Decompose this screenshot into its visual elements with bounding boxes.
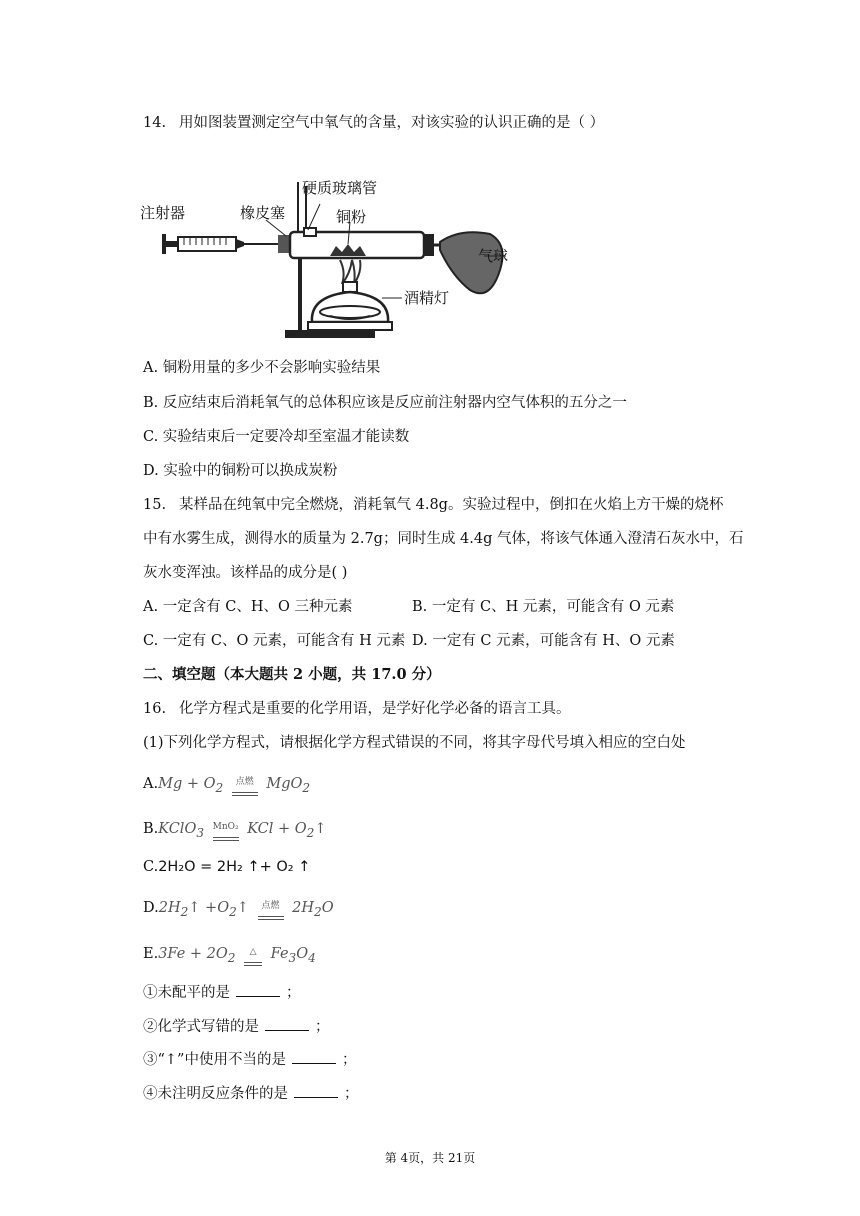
eq-b-rhs-sub: 2 xyxy=(306,825,315,840)
section-heading: 二、填空题（本大题共 2 小题，共 17.0 分） xyxy=(143,666,441,683)
fill-item-1-prefix: ①未配平的是 xyxy=(143,985,230,1001)
eq-d-rhs-sub: 2 xyxy=(314,904,322,919)
eq-a-label: A. xyxy=(143,776,159,792)
eq-e-rhs2: O xyxy=(296,946,309,962)
fill-blank-3[interactable] xyxy=(292,1049,336,1064)
fill-blank-4[interactable] xyxy=(294,1083,338,1098)
eq-e-rhs-sub: 3 xyxy=(288,950,297,965)
label-tube: 硬质玻璃管 xyxy=(302,179,378,197)
eq-b-rhs: KCl + O xyxy=(247,821,307,837)
q15-text-1: 某样品在纯氧中完全燃烧，消耗氧气 4.8g。实验过程中，倒扣在火焰上方干燥的烧杯 xyxy=(179,497,724,513)
q14-option-c: C. 实验结束后一定要冷却至室温才能读数 xyxy=(143,429,410,445)
fill-item-4-prefix: ④未注明反应条件的是 xyxy=(143,1086,288,1102)
eq-b-label: B. xyxy=(143,821,159,837)
eq-e-label: E. xyxy=(143,946,159,962)
fill-item-3-prefix: ③“↑”中使用不当的是 xyxy=(143,1052,286,1068)
fill-item-3-suffix: ； xyxy=(341,1052,357,1068)
eq-a-lhs-sub: 2 xyxy=(215,780,224,795)
q15-text-2: 中有水雾生成，测得水的质量为 2.7g；同时生成 4.4g 气体，将该气体通入澄清石灰水中，石 xyxy=(143,531,744,547)
fill-item-2 xyxy=(143,1016,330,1037)
eq-d-lhs-sub: 2 xyxy=(180,904,189,919)
equation-d xyxy=(143,896,334,922)
equation-e xyxy=(143,942,316,968)
fill-item-3 xyxy=(143,1049,356,1070)
fill-blank-1[interactable] xyxy=(236,982,280,997)
equation-a xyxy=(143,772,310,798)
fill-item-4 xyxy=(143,1083,359,1104)
syringe-drawing xyxy=(162,234,290,254)
q14-number: 14. xyxy=(143,115,167,131)
eq-a-rhs: MgO xyxy=(266,776,303,792)
eq-c-label: C. xyxy=(143,859,159,875)
eq-d-lhs2-sub: 2 xyxy=(229,904,237,919)
fill-item-1-suffix: ； xyxy=(286,985,301,1001)
q16-sub1: (1)下列化学方程式，请根据化学方程式错误的不同，将其字母代号填入相应的空白处 xyxy=(143,735,686,751)
eq-e-rhs2-sub: 4 xyxy=(308,950,316,965)
eq-d-label: D. xyxy=(143,900,159,916)
q14-stem-line xyxy=(143,113,604,133)
q15-option-b: B. 一定有 C、H 元素，可能含有 O 元素 xyxy=(412,599,675,615)
q14-apparatus-figure xyxy=(140,172,520,347)
eq-a-rhs-sub: 2 xyxy=(302,780,311,795)
flame xyxy=(340,260,360,284)
eq-b-lhs-sub: 3 xyxy=(196,825,205,840)
q14-stem: 用如图装置测定空气中氧气的含量，对该实验的认识正确的是（ ） xyxy=(179,115,605,131)
label-syringe: 注射器 xyxy=(140,204,186,222)
lamp-wick xyxy=(343,282,357,292)
eq-e-lhs-sub: 2 xyxy=(227,950,236,965)
q15-option-a: A. 一定含有 C、H、O 三种元素 xyxy=(143,599,353,615)
eq-e-rhs: Fe xyxy=(270,946,289,962)
eq-e-condition: △ xyxy=(249,947,257,957)
label-lamp: 酒精灯 xyxy=(404,289,450,307)
q14-option-d: D. 实验中的铜粉可以换成炭粉 xyxy=(143,463,338,479)
q16-stem-line xyxy=(143,699,571,719)
fill-item-2-prefix: ②化学式写错的是 xyxy=(143,1019,259,1035)
eq-d-lhs: 2H xyxy=(158,900,181,916)
eq-a-condition: 点燃 xyxy=(235,777,254,787)
eq-d-condition: 点燃 xyxy=(261,901,280,911)
q15-option-c: C. 一定有 C、O 元素，可能含有 H 元素 xyxy=(143,633,406,649)
equation-b xyxy=(143,817,327,843)
equation-c xyxy=(143,857,310,877)
eq-b-lhs: KClO xyxy=(158,821,197,837)
q15-option-d: D. 一定有 C 元素，可能含有 H、O 元素 xyxy=(412,633,675,649)
q16-number: 16. xyxy=(143,701,167,717)
eq-b-arrow: ↑ xyxy=(314,821,327,837)
q15-stem-line-1 xyxy=(143,495,723,515)
q15-text-3: 灰水变浑浊。该样品的成分是( ) xyxy=(143,565,348,581)
fill-item-1 xyxy=(143,982,301,1003)
eq-d-rhs: 2H xyxy=(292,900,315,916)
label-stopper: 橡皮塞 xyxy=(240,204,286,222)
eq-d-lhs2: ↑ +O xyxy=(188,900,230,916)
page-footer: 第 4页，共 21页 xyxy=(384,1151,476,1165)
fill-item-2-suffix: ； xyxy=(315,1019,330,1035)
eq-b-condition: MnO₂ xyxy=(212,822,239,832)
label-balloon: 气球 xyxy=(478,247,509,265)
q14-option-a: A. 铜粉用量的多少不会影响实验结果 xyxy=(143,360,381,376)
eq-e-lhs: 3Fe + 2O xyxy=(158,946,228,962)
eq-d-rhs2: O xyxy=(321,900,334,916)
label-copper: 铜粉 xyxy=(336,208,367,226)
eq-d-lhs3: ↑ xyxy=(236,900,249,916)
fill-blank-2[interactable] xyxy=(265,1016,309,1031)
q14-option-b: B. 反应结束后消耗氧气的总体积应该是反应前注射器内空气体积的五分之一 xyxy=(143,395,627,411)
eq-a-lhs: Mg + O xyxy=(158,776,216,792)
eq-c-text: 2H₂O = 2H₂ ↑+ O₂ ↑ xyxy=(158,859,311,875)
fill-item-4-suffix: ； xyxy=(344,1086,359,1102)
q15-number: 15. xyxy=(143,497,167,513)
q16-stem: 化学方程式是重要的化学用语，是学好化学必备的语言工具。 xyxy=(179,701,571,717)
